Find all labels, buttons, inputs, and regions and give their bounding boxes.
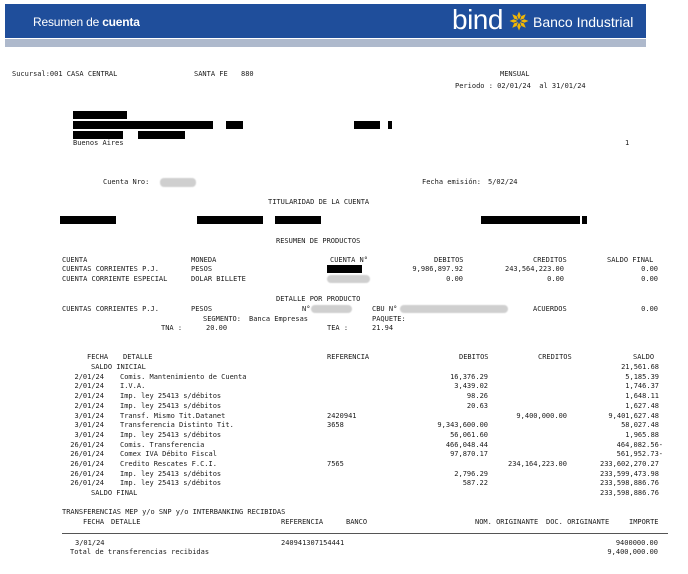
movement-detail: Credito Rescates F.C.I.	[120, 460, 217, 468]
mov-header-fecha: FECHA	[87, 353, 109, 361]
movement-reference: 2420941	[327, 411, 357, 420]
trf-header-doc-originante: DOC. ORIGINANTE	[546, 518, 610, 526]
movement-detail: Transferencia Distinto Tit.	[120, 421, 234, 430]
movement-debit: 9,343,600.00	[437, 421, 488, 430]
movement-date: 26/01/24	[70, 440, 104, 449]
trf-header-nom-originante: NOM. ORIGINANTE	[475, 518, 539, 526]
detalle-nro-label: N°	[302, 305, 311, 313]
statement-title	[33, 15, 140, 29]
redacted-account-number	[327, 275, 370, 283]
movement-detail: Imp. ley 25413 s/débitos	[120, 479, 222, 488]
address-city: Buenos Aires	[73, 139, 124, 147]
account-number-label: Cuenta Nro:	[103, 178, 150, 186]
movement-date: 3/01/24	[74, 411, 104, 420]
redacted-block	[138, 131, 185, 139]
trf-header-fecha: FECHA	[83, 518, 105, 526]
movement-debit: 2,796.29	[454, 469, 488, 478]
movement-detail: Comis. Transferencia	[120, 440, 205, 449]
detalle-moneda: PESOS	[191, 305, 213, 313]
movement-detail: Imp. ley 25413 s/débitos	[120, 392, 222, 401]
movement-debit: 3,439.02	[454, 382, 488, 391]
issue-date-label: Fecha emisión:	[422, 178, 482, 186]
movement-detail: Imp. ley 25413 s/débitos	[120, 469, 222, 478]
movement-row	[0, 450, 688, 458]
movement-balance: 9,401,627.48	[608, 411, 659, 420]
movement-detail: I.V.A.	[120, 382, 146, 391]
movement-credit: 234,164,223.00	[507, 460, 567, 468]
redacted-block	[388, 121, 392, 129]
movement-date: 3/01/24	[74, 430, 104, 439]
movement-balance: 5,185.39	[625, 372, 659, 381]
redacted-block	[275, 216, 321, 224]
mov-header-detalle: DETALLE	[123, 353, 153, 361]
statement-title-light: Resumen de	[33, 15, 100, 29]
issue-date: 5/02/24	[488, 178, 518, 186]
detalle-tna: 20.00	[206, 324, 228, 332]
bind-logo-word: bind	[452, 4, 503, 35]
resumen-header-moneda: MONEDA	[191, 256, 217, 264]
redacted-block	[60, 216, 116, 224]
saldo-final: 233,598,886.76	[599, 489, 659, 497]
bind-flower-icon	[509, 11, 529, 31]
movement-row	[0, 373, 688, 381]
movement-balance: 464,082.56-	[616, 440, 663, 449]
movement-detail: Transf. Mismo Tit.Datanet	[120, 411, 226, 420]
trf-referencia: 240941307154441	[281, 539, 345, 547]
movement-row	[0, 392, 688, 400]
movement-balance: 1,746.37	[625, 382, 659, 391]
saldo-final-label: SALDO FINAL	[91, 489, 138, 497]
detalle-tea: 21.94	[372, 324, 394, 332]
movement-balance: 1,965.88	[625, 430, 659, 439]
redacted-block	[226, 121, 243, 129]
trf-header-importe: IMPORTE	[629, 518, 659, 526]
detalle-segmento-label: SEGMENTO:	[203, 315, 241, 323]
movement-detail: Comex IVA Débito Fiscal	[120, 450, 217, 459]
movement-balance: 58,027.48	[621, 421, 659, 430]
movement-date: 26/01/24	[70, 450, 104, 459]
movement-credit: 9,400,000.00	[516, 411, 567, 420]
mov-header-creditos: CREDITOS	[538, 353, 572, 361]
movement-detail: Comis. Mantenimiento de Cuenta	[120, 372, 247, 381]
redacted-block	[481, 216, 580, 224]
trf-header-banco: BANCO	[346, 518, 368, 526]
redacted-block	[197, 216, 263, 224]
detalle-tea-label: TEA :	[327, 324, 349, 332]
movement-debit: 587.22	[462, 479, 488, 488]
redacted-block	[354, 121, 380, 129]
resumen-header-cuenta: CUENTA	[62, 256, 88, 264]
detalle-paquete-label: PAQUETE:	[372, 315, 406, 323]
resumen-creditos: 243,564,223.00	[504, 265, 564, 273]
trf-total-label: Total de transferencias recibidas	[70, 548, 210, 556]
movement-date: 2/01/24	[74, 382, 104, 391]
detalle-acuerdos: 0.00	[641, 305, 658, 313]
redacted-account-number	[311, 305, 352, 313]
movement-balance: 1,627.48	[625, 401, 659, 410]
resumen-header-creditos: CREDITOS	[533, 256, 567, 264]
resumen-cuenta: CUENTA CORRIENTE ESPECIAL	[62, 275, 168, 283]
statement-frequency: MENSUAL	[500, 70, 530, 78]
movement-balance: 233,602,270.27	[599, 460, 659, 468]
redacted-cbu	[400, 305, 508, 313]
redacted-block	[582, 216, 587, 224]
movement-debit: 98.26	[466, 392, 488, 401]
resumen-header-cuenta-nro: CUENTA N°	[330, 256, 368, 264]
movement-debit: 56,061.60	[450, 430, 488, 439]
resumen-cuenta: CUENTAS CORRIENTES P.J.	[62, 265, 159, 273]
redacted-account-number	[327, 265, 362, 273]
movement-debit: 20.63	[466, 401, 488, 410]
statement-period: Periodo : 02/01/24 al 31/01/24	[455, 82, 586, 90]
redacted-block	[73, 131, 123, 139]
trf-header-referencia: REFERENCIA	[281, 518, 324, 526]
mov-header-debitos: DEBITOS	[459, 353, 489, 361]
movement-balance: 1,648.11	[625, 392, 659, 401]
redacted-block	[73, 111, 127, 119]
detalle-segmento: Banca Empresas	[249, 315, 309, 323]
trf-importe: 9400000.00	[615, 539, 658, 547]
movement-row	[0, 441, 688, 449]
header-strip	[5, 39, 646, 47]
movement-row	[0, 421, 688, 429]
saldo-inicial: 21,561.68	[621, 363, 659, 371]
movement-balance: 233,599,473.98	[599, 469, 659, 478]
movement-date: 2/01/24	[74, 372, 104, 381]
table-divider	[62, 533, 668, 534]
movement-date: 26/01/24	[70, 479, 104, 488]
movement-debit: 466,048.44	[445, 440, 488, 449]
section-title-resumen: RESUMEN DE PRODUCTOS	[276, 237, 361, 245]
resumen-saldo: 0.00	[641, 265, 658, 273]
section-title-detalle: DETALLE POR PRODUCTO	[276, 295, 361, 303]
movement-detail: Imp. ley 25413 s/débitos	[120, 401, 222, 410]
redacted-block	[73, 121, 213, 129]
branch-city: SANTA FE	[194, 70, 228, 78]
movement-balance: 561,952.73-	[616, 450, 663, 459]
movement-date: 2/01/24	[74, 392, 104, 401]
statement-title-bold: cuenta	[102, 15, 140, 29]
movement-date: 2/01/24	[74, 401, 104, 410]
detalle-cuenta: CUENTAS CORRIENTES P.J.	[62, 305, 159, 313]
movement-reference: 7565	[327, 460, 344, 468]
section-title-transferencias: TRANSFERENCIAS MEP y/o SNP y/o INTERBANKING RECIBIDAS	[62, 508, 286, 516]
resumen-header-debitos: DEBITOS	[434, 256, 464, 264]
movement-detail: Imp. ley 25413 s/débitos	[120, 430, 222, 439]
movement-row	[0, 412, 688, 420]
movement-row	[0, 382, 688, 390]
page-number: 1	[625, 139, 630, 147]
detalle-acuerdos-label: ACUERDOS	[533, 305, 567, 313]
resumen-debitos: 9,986,897.92	[412, 265, 463, 273]
movement-row	[0, 402, 688, 410]
bank-name: Banco Industrial	[533, 14, 634, 30]
movement-debit: 97,870.17	[450, 450, 488, 459]
saldo-inicial-label: SALDO INICIAL	[91, 363, 146, 371]
resumen-moneda: DOLAR BILLETE	[191, 275, 246, 283]
branch-label: Sucursal:001 CASA CENTRAL	[12, 70, 118, 78]
trf-header-detalle: DETALLE	[111, 518, 141, 526]
section-title-titularidad: TITULARIDAD DE LA CUENTA	[268, 198, 370, 206]
movement-reference: 3658	[327, 421, 344, 430]
trf-total: 9,400,000.00	[607, 548, 658, 556]
resumen-header-saldo: SALDO FINAL	[607, 256, 654, 264]
movement-row	[0, 470, 688, 478]
movement-debit: 16,376.29	[450, 372, 488, 381]
movement-date: 3/01/24	[74, 421, 104, 430]
mov-header-referencia: REFERENCIA	[327, 353, 370, 361]
movement-row	[0, 431, 688, 439]
resumen-creditos: 0.00	[547, 275, 564, 283]
movement-balance: 233,598,886.76	[599, 479, 659, 488]
resumen-saldo: 0.00	[641, 275, 658, 283]
movement-date: 26/01/24	[70, 460, 104, 468]
detalle-tna-label: TNA :	[161, 324, 183, 332]
movement-date: 26/01/24	[70, 469, 104, 478]
mov-header-saldo: SALDO	[633, 353, 655, 361]
movement-row	[0, 479, 688, 487]
movement-row	[0, 460, 688, 468]
branch-code: 880	[241, 70, 254, 78]
resumen-debitos: 0.00	[446, 275, 463, 283]
resumen-moneda: PESOS	[191, 265, 213, 273]
redacted-account-number	[160, 178, 196, 187]
trf-fecha: 3/01/24	[75, 539, 105, 547]
detalle-cbu-label: CBU N°	[372, 305, 398, 313]
